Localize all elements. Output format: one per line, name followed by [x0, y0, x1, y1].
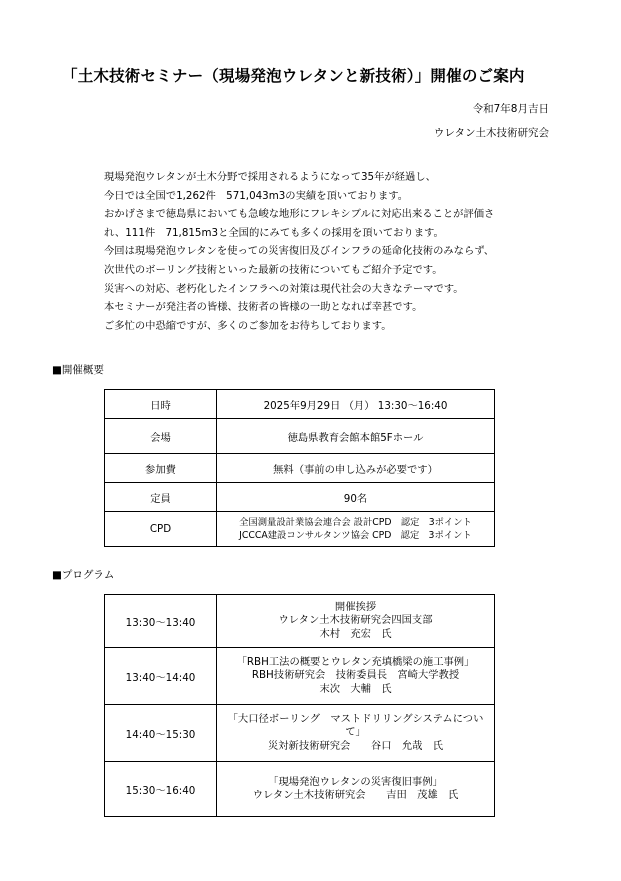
overview-value: 無料（事前の申し込みが必要です） [217, 454, 495, 483]
program-line: 開催挨拶 [334, 600, 377, 613]
program-line: ウレタン土木技術研究会 吉田 茂雄 氏 [252, 789, 459, 801]
table-row [105, 419, 495, 454]
program-line: RBH技術研究会 技術委員長 宮崎大学教授 [251, 669, 460, 682]
cpd-line: JCCCA建設コンサルタンツ協会 CPD 認定 3ポイント [239, 530, 472, 541]
table-row [105, 595, 495, 648]
program-heading: ■プログラム [52, 569, 115, 581]
program-time: 15:30～16:40 [105, 762, 217, 817]
program-line: て」 [345, 726, 366, 739]
program-time: 13:30～13:40 [105, 595, 217, 648]
intro-line: 次世代のボーリング技術といった最新の技術についてもご紹介予定です。 [104, 263, 443, 276]
program-time: 14:40～15:30 [105, 705, 217, 762]
program-line: 「RBH工法の概要とウレタン充填橋梁の施工事例」 [236, 655, 475, 668]
program-line: 木村 充宏 氏 [319, 627, 392, 640]
program-content [217, 648, 495, 705]
program-table [104, 594, 495, 817]
overview-label: 参加費 [105, 454, 217, 483]
intro-line: 今回は現場発泡ウレタンを使っての災害復旧及びインフラの延命化技術のみならず、 [104, 245, 495, 258]
program-content [217, 762, 495, 817]
organizer-name: ウレタン土木技術研究会 [433, 127, 549, 139]
program-line: 「大口径ボーリング マストドリリングシステムについ [227, 712, 484, 725]
table-row [105, 454, 495, 483]
table-row [105, 705, 495, 762]
overview-label: 日時 [105, 390, 217, 419]
intro-line: ご多忙の中恐縮ですが、多くのご参加をお待ちしております。 [104, 319, 392, 332]
overview-label: 定員 [105, 483, 217, 512]
intro-line: おかげさまで徳島県においても急峻な地形にフレキシブルに対応出来ることが評価さ [104, 208, 495, 221]
program-content [217, 705, 495, 762]
program-content [217, 595, 495, 648]
overview-label: 会場 [105, 419, 217, 454]
overview-table [104, 389, 495, 547]
overview-heading: ■開催概要 [52, 364, 104, 376]
program-line: 「現場発泡ウレタンの災害復旧事例」 [268, 775, 443, 788]
program-line: 災対新技術研究会 谷口 允哉 氏 [267, 739, 444, 752]
table-row [105, 483, 495, 512]
overview-value: 徳島県教育会館本館5Fホール [217, 419, 495, 454]
table-row [105, 648, 495, 705]
table-row [105, 390, 495, 419]
overview-value [217, 512, 495, 547]
program-line: ウレタン土木技術研究会四国支部 [278, 614, 433, 627]
intro-line: 災害への対応、老朽化したインフラへの対策は現代社会の大きなテーマです。 [104, 282, 464, 295]
intro-line: 今日では全国で1,262件 571,043m3の実績を頂いております。 [104, 189, 409, 202]
table-row [105, 762, 495, 817]
overview-label: CPD [105, 512, 217, 547]
program-line: 末次 大輔 氏 [319, 682, 392, 695]
page-title: 「土木技術セミナー（現場発泡ウレタンと新技術）」開催のご案内 [62, 67, 525, 85]
intro-paragraph [104, 168, 564, 335]
intro-line: 本セミナーが発注者の皆様、技術者の皆様の一助となれば幸甚です。 [104, 301, 423, 314]
intro-line: れ、111件 71,815m3と全国的にみても多くの採用を頂いております。 [104, 226, 444, 239]
intro-line: 現場発泡ウレタンが土木分野で採用されるようになって35年が経過し、 [104, 171, 436, 183]
program-time: 13:40～14:40 [105, 648, 217, 705]
overview-value: 90名 [217, 483, 495, 512]
issue-date: 令和7年8月吉日 [472, 103, 549, 115]
table-row [105, 512, 495, 547]
cpd-line: 全国測量設計業協会連合会 設計CPD 認定 3ポイント [239, 517, 472, 528]
cpd-details [239, 516, 472, 542]
overview-value: 2025年9月29日 （月） 13:30～16:40 [217, 390, 495, 419]
